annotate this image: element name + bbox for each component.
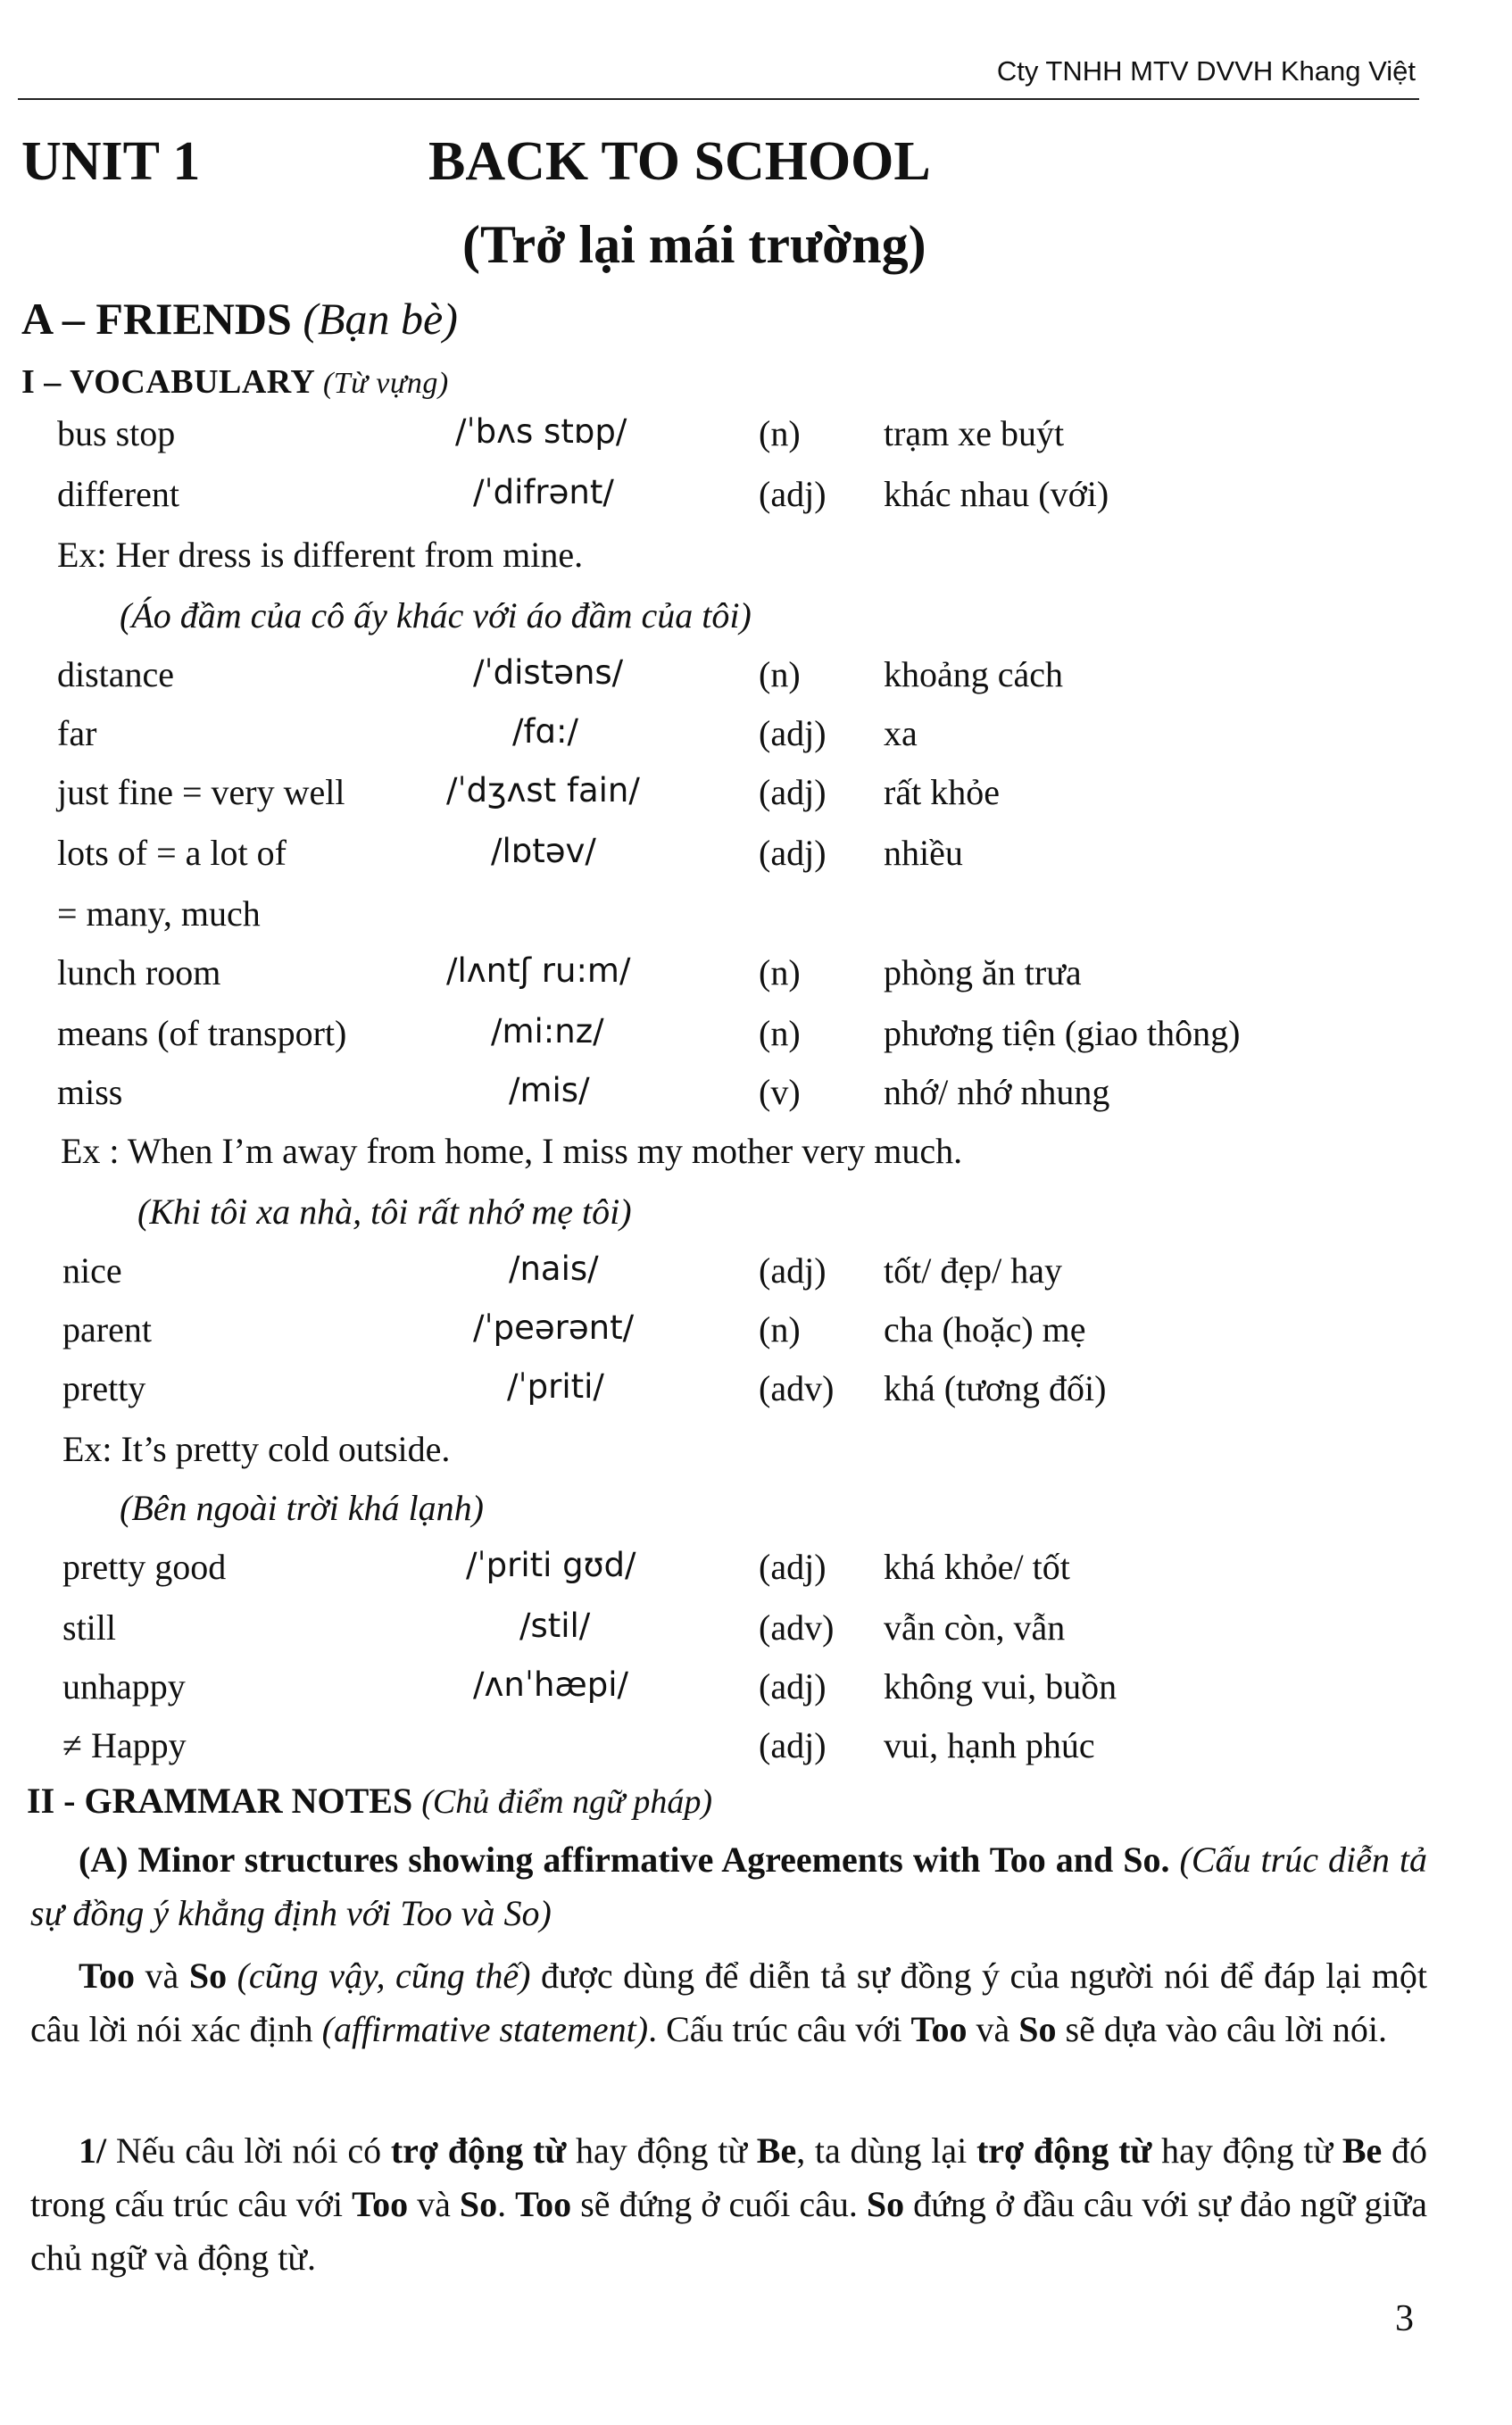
vocab-row xyxy=(0,1071,1512,1130)
vocab-word: distance xyxy=(57,654,175,694)
bold-term: Too xyxy=(79,1956,136,1996)
grammar-paragraph-2 xyxy=(30,2124,1427,2285)
vocab-pos: (n) xyxy=(759,654,801,694)
vocab-word: miss xyxy=(57,1072,123,1112)
bold-term: trợ động từ xyxy=(976,2130,1152,2171)
vocab-ipa: /nais/ xyxy=(509,1250,599,1288)
grammar-heading-en: (A) Minor structures showing affirmative Agreements with Too and So. xyxy=(79,1840,1170,1880)
vocab-pos: (adj) xyxy=(759,772,827,812)
vocab-word: pretty xyxy=(62,1368,146,1408)
text-run: đó trong cấu trúc câu với xyxy=(30,2130,1428,2224)
vocab-meaning: xa xyxy=(884,713,918,753)
unit-title: BACK TO SCHOOL xyxy=(428,131,931,192)
bold-term: Too xyxy=(352,2184,409,2224)
vocab-row xyxy=(0,1546,1512,1605)
section-i-heading xyxy=(21,362,449,402)
text-run: , ta dùng lại xyxy=(796,2130,976,2171)
text-run: hay động từ xyxy=(566,2130,757,2171)
bold-term: Be xyxy=(1342,2130,1383,2171)
vocab-word: bus stop xyxy=(57,413,176,453)
vocab-meaning: không vui, buồn xyxy=(884,1666,1117,1707)
vocab-row xyxy=(0,1724,1512,1783)
vocab-row xyxy=(0,1367,1512,1426)
vocab-pos: (adj) xyxy=(759,474,827,514)
vocab-meaning: tốt/ đẹp/ hay xyxy=(884,1250,1062,1291)
unit-label: UNIT 1 xyxy=(21,131,201,192)
vocab-pos: (n) xyxy=(759,1309,801,1350)
section-ii-title: II - GRAMMAR NOTES xyxy=(27,1781,413,1821)
vocab-meaning: rất khỏe xyxy=(884,772,1000,812)
text-run: sẽ dựa vào câu lời nói. xyxy=(1056,2009,1388,2049)
vocab-pos: (n) xyxy=(759,952,801,992)
text-run: được dùng để diễn tả sự đồng ý của người nói để đáp lại một câu lời nói xác định xyxy=(30,1956,1427,2049)
vocab-ipa: /ˈdistəns/ xyxy=(473,653,624,692)
vocab-ipa: /lɒtəv/ xyxy=(491,832,596,870)
vocab-meaning: khá (tương đối) xyxy=(884,1368,1107,1408)
bold-term: So xyxy=(1018,2009,1057,2049)
grammar-heading-vi: (Cấu trúc diễn tả sự đồng ý khẳng định với Too và So) xyxy=(30,1840,1428,1933)
vocab-word: lots of = a lot of xyxy=(57,833,287,873)
vocab-meaning: vẫn còn, vẫn xyxy=(884,1607,1066,1648)
bold-term: Too xyxy=(515,2184,572,2224)
vocab-meaning: nhiều xyxy=(884,833,963,873)
vocab-pos: (adj) xyxy=(759,1725,827,1765)
vocab-meaning: khá khỏe/ tốt xyxy=(884,1547,1070,1587)
section-a-title-vi: (Bạn bè) xyxy=(303,294,458,344)
vocab-word: parent xyxy=(62,1309,152,1350)
example-translation: (Bên ngoài trời khá lạnh) xyxy=(120,1488,484,1528)
section-a-heading xyxy=(21,293,458,345)
vocab-pos: (adv) xyxy=(759,1607,835,1648)
vocab-row xyxy=(0,1308,1512,1367)
section-a-title: A – FRIENDS xyxy=(21,294,292,344)
text-run: . xyxy=(497,2184,516,2224)
vocab-row xyxy=(0,832,1512,891)
vocab-row xyxy=(0,712,1512,771)
vocab-ipa: /ˈbʌs stɒp/ xyxy=(455,412,627,451)
vocab-ipa: /ˈdʒʌst fain/ xyxy=(446,771,640,810)
vocab-meaning: khoảng cách xyxy=(884,654,1064,694)
vocab-ipa: /ˈdifrənt/ xyxy=(473,473,614,511)
vocab-meaning: nhớ/ nhớ nhung xyxy=(884,1072,1110,1112)
vocab-pos: (adj) xyxy=(759,1547,827,1587)
section-i-title: I – VOCABULARY xyxy=(21,363,314,401)
example-sentence: Ex : When I’m away from home, I miss my mother very much. xyxy=(61,1131,963,1171)
vocab-meaning: trạm xe buýt xyxy=(884,413,1065,453)
text-run: Nếu câu lời nói có xyxy=(106,2130,391,2171)
vocab-ipa: /ˈpriti/ xyxy=(507,1367,604,1406)
vocab-row xyxy=(0,412,1512,471)
text-run: hay động từ xyxy=(1151,2130,1342,2171)
vocab-word: ≠ Happy xyxy=(62,1725,187,1765)
bold-term: trợ động từ xyxy=(390,2130,567,2171)
vocab-word: = many, much xyxy=(57,893,261,934)
vocab-row xyxy=(0,951,1512,1010)
bold-term: So xyxy=(866,2184,905,2224)
vocab-ipa: /lʌntʃ ru:m/ xyxy=(446,951,631,990)
vocab-word: lunch room xyxy=(57,952,221,992)
text-run: đứng ở đầu câu với sự đảo ngữ giữa chủ ngữ và động từ. xyxy=(30,2184,1427,2278)
text-run: và xyxy=(967,2009,1019,2049)
vocab-ipa: /ˈpeərənt/ xyxy=(473,1308,635,1347)
example-translation: (Khi tôi xa nhà, tôi rất nhớ mẹ tôi) xyxy=(137,1192,632,1232)
vocab-word: just fine = very well xyxy=(57,772,345,812)
vocab-row xyxy=(0,653,1512,712)
italic-term: (cũng vậy, cũng thế) xyxy=(227,1956,531,1996)
grammar-heading xyxy=(30,1833,1427,1940)
vocab-ipa: /mis/ xyxy=(509,1071,590,1109)
vocab-word: pretty good xyxy=(62,1547,227,1587)
italic-term: (affirmative statement) xyxy=(321,2009,649,2049)
vocab-pos: (adj) xyxy=(759,1666,827,1707)
text-run: . Cấu trúc câu với xyxy=(648,2009,911,2049)
vocab-ipa: /mi:nz/ xyxy=(491,1012,604,1051)
bold-term: Too xyxy=(910,2009,968,2049)
vocab-ipa: /ʌnˈhæpi/ xyxy=(473,1665,628,1704)
vocab-pos: (v) xyxy=(759,1072,801,1112)
publisher-name: Cty TNHH MTV DVVH Khang Việt xyxy=(996,55,1416,87)
vocab-pos: (adj) xyxy=(759,1250,827,1291)
vocab-word: different xyxy=(57,474,179,514)
unit-subtitle: (Trở lại mái trường) xyxy=(462,215,926,274)
section-ii-heading xyxy=(27,1780,712,1822)
example-sentence: Ex: It’s pretty cold outside. xyxy=(62,1429,451,1469)
text-run: và xyxy=(135,1956,189,1996)
vocab-meaning: cha (hoặc) mẹ xyxy=(884,1309,1086,1350)
vocab-row xyxy=(0,893,1512,951)
bold-term: Be xyxy=(756,2130,797,2171)
bold-term: So xyxy=(459,2184,498,2224)
vocab-meaning: vui, hạnh phúc xyxy=(884,1725,1095,1765)
vocab-pos: (n) xyxy=(759,1013,801,1053)
vocab-row xyxy=(0,1250,1512,1308)
vocab-ipa: /stil/ xyxy=(519,1607,591,1645)
vocab-word: still xyxy=(62,1607,117,1648)
grammar-paragraph-1 xyxy=(30,1949,1427,2056)
vocab-pos: (adv) xyxy=(759,1368,835,1408)
vocab-word: far xyxy=(57,713,97,753)
vocab-row xyxy=(0,1607,1512,1665)
vocab-pos: (adj) xyxy=(759,713,827,753)
vocab-meaning: phương tiện (giao thông) xyxy=(884,1013,1241,1053)
vocab-word: nice xyxy=(62,1250,122,1291)
vocab-pos: (adj) xyxy=(759,833,827,873)
page-number: 3 xyxy=(1395,2298,1414,2339)
vocab-word: means (of transport) xyxy=(57,1013,347,1053)
text-run: và xyxy=(408,2184,460,2224)
bold-term: 1/ xyxy=(79,2130,107,2171)
vocab-row xyxy=(0,771,1512,830)
vocab-row xyxy=(0,1665,1512,1724)
example-sentence: Ex: Her dress is different from mine. xyxy=(57,535,584,575)
section-ii-title-vi: (Chủ điểm ngữ pháp) xyxy=(421,1783,712,1821)
bold-term: So xyxy=(188,1956,228,1996)
page-header xyxy=(18,55,1419,100)
vocab-pos: (n) xyxy=(759,413,801,453)
vocab-meaning: phòng ăn trưa xyxy=(884,952,1082,992)
vocab-word: unhappy xyxy=(62,1666,186,1707)
vocab-ipa: /ˈpriti gʊd/ xyxy=(466,1546,636,1584)
vocab-row xyxy=(0,1012,1512,1071)
vocab-meaning: khác nhau (với) xyxy=(884,474,1109,514)
vocab-ipa: /fɑ:/ xyxy=(512,712,578,751)
vocab-row xyxy=(0,473,1512,532)
example-translation: (Áo đầm của cô ấy khác với áo đầm của tôi) xyxy=(120,595,752,635)
section-i-title-vi: (Từ vựng) xyxy=(322,367,449,400)
text-run: sẽ đứng ở cuối câu. xyxy=(571,2184,867,2224)
